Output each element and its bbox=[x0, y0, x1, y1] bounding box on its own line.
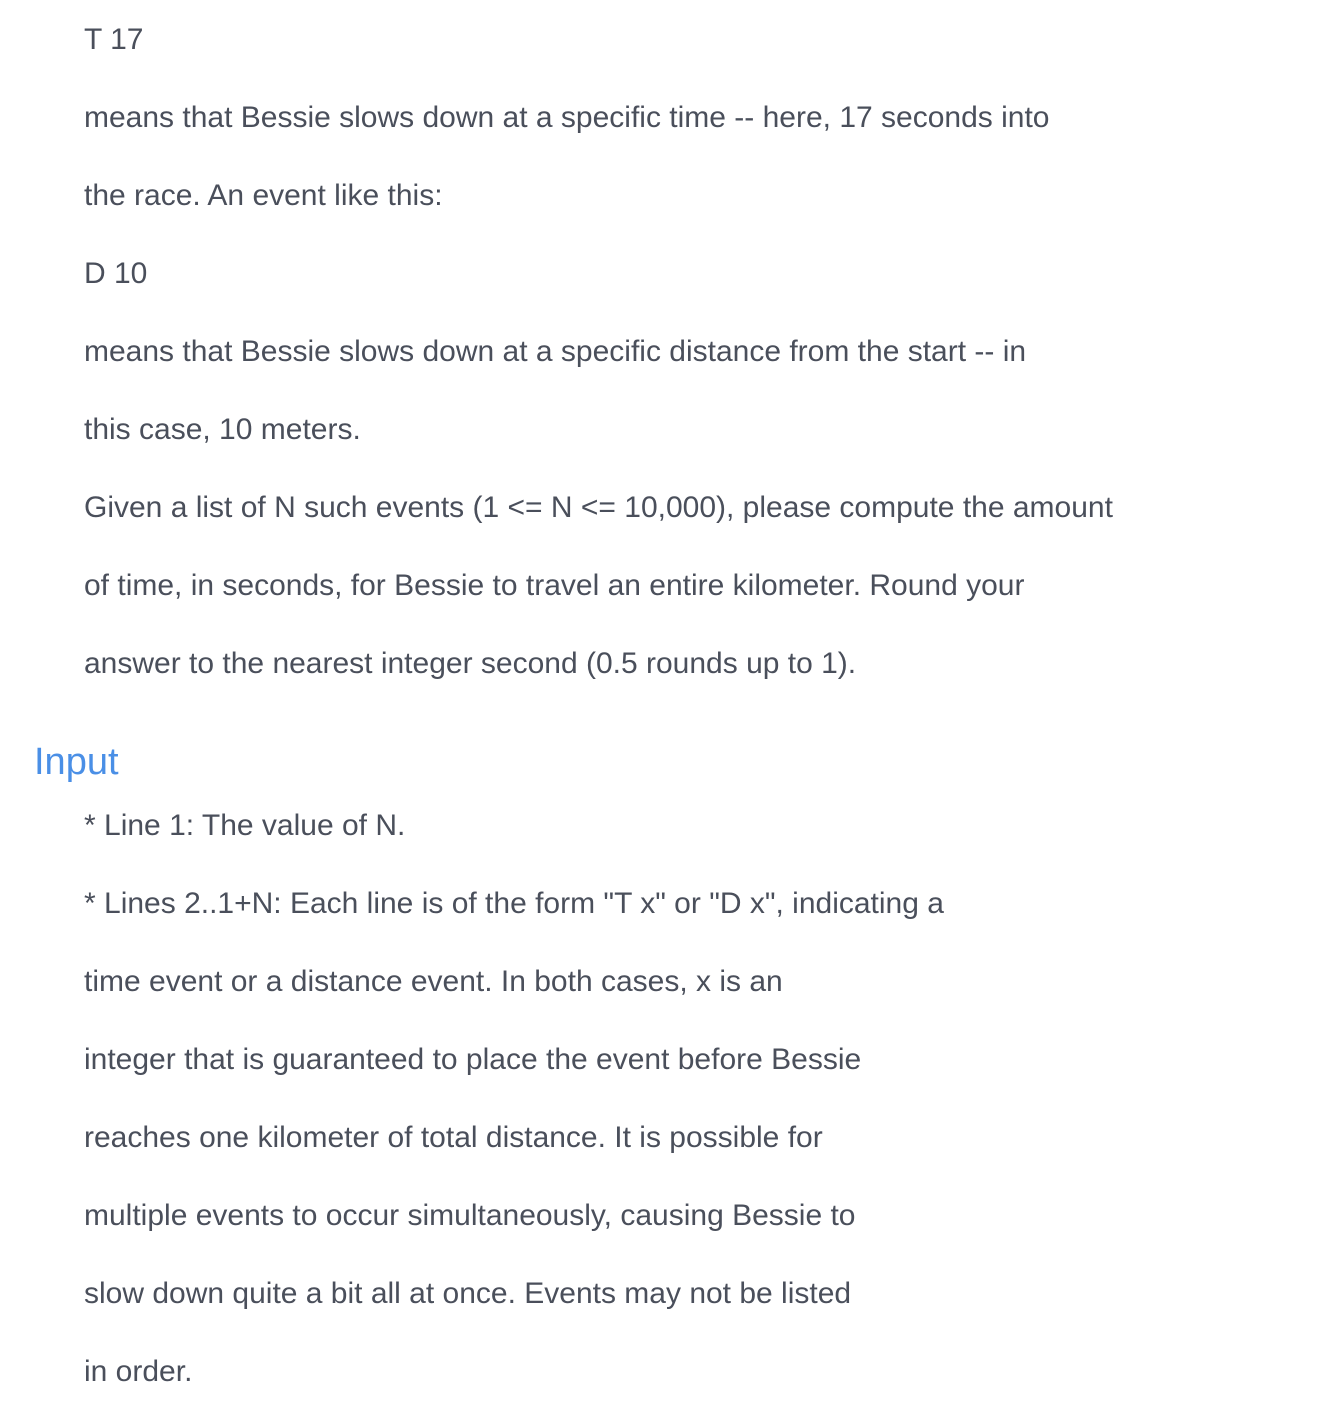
input-line: reaches one kilometer of total distance. It is possible for bbox=[84, 1121, 823, 1154]
description-line: T 17 bbox=[84, 23, 144, 56]
input-line: time event or a distance event. In both cases, x is an bbox=[84, 965, 783, 998]
description-line: means that Bessie slows down at a specific time -- here, 17 seconds into bbox=[84, 101, 1050, 134]
description-line: D 10 bbox=[84, 257, 148, 290]
input-line: integer that is guaranteed to place the event before Bessie bbox=[84, 1043, 862, 1076]
description-line: the race. An event like this: bbox=[84, 179, 443, 212]
description-line: answer to the nearest integer second (0.5 rounds up to 1). bbox=[84, 647, 857, 680]
input-line: slow down quite a bit all at once. Events may not be listed bbox=[84, 1277, 852, 1310]
input-line: multiple events to occur simultaneously, causing Bessie to bbox=[84, 1199, 856, 1232]
input-section-heading: Input bbox=[34, 741, 119, 783]
input-line: * Lines 2..1+N: Each line is of the form "T x" or "D x", indicating a bbox=[84, 887, 944, 920]
description-line: Given a list of N such events (1 <= N <= 10,000), please compute the amount bbox=[84, 491, 1113, 524]
description-line: means that Bessie slows down at a specific distance from the start -- in bbox=[84, 335, 1027, 368]
description-line: this case, 10 meters. bbox=[84, 413, 361, 446]
description-line: of time, in seconds, for Bessie to travel an entire kilometer. Round your bbox=[84, 569, 1025, 602]
input-line: in order. bbox=[84, 1355, 193, 1388]
input-line: * Line 1: The value of N. bbox=[84, 809, 406, 842]
